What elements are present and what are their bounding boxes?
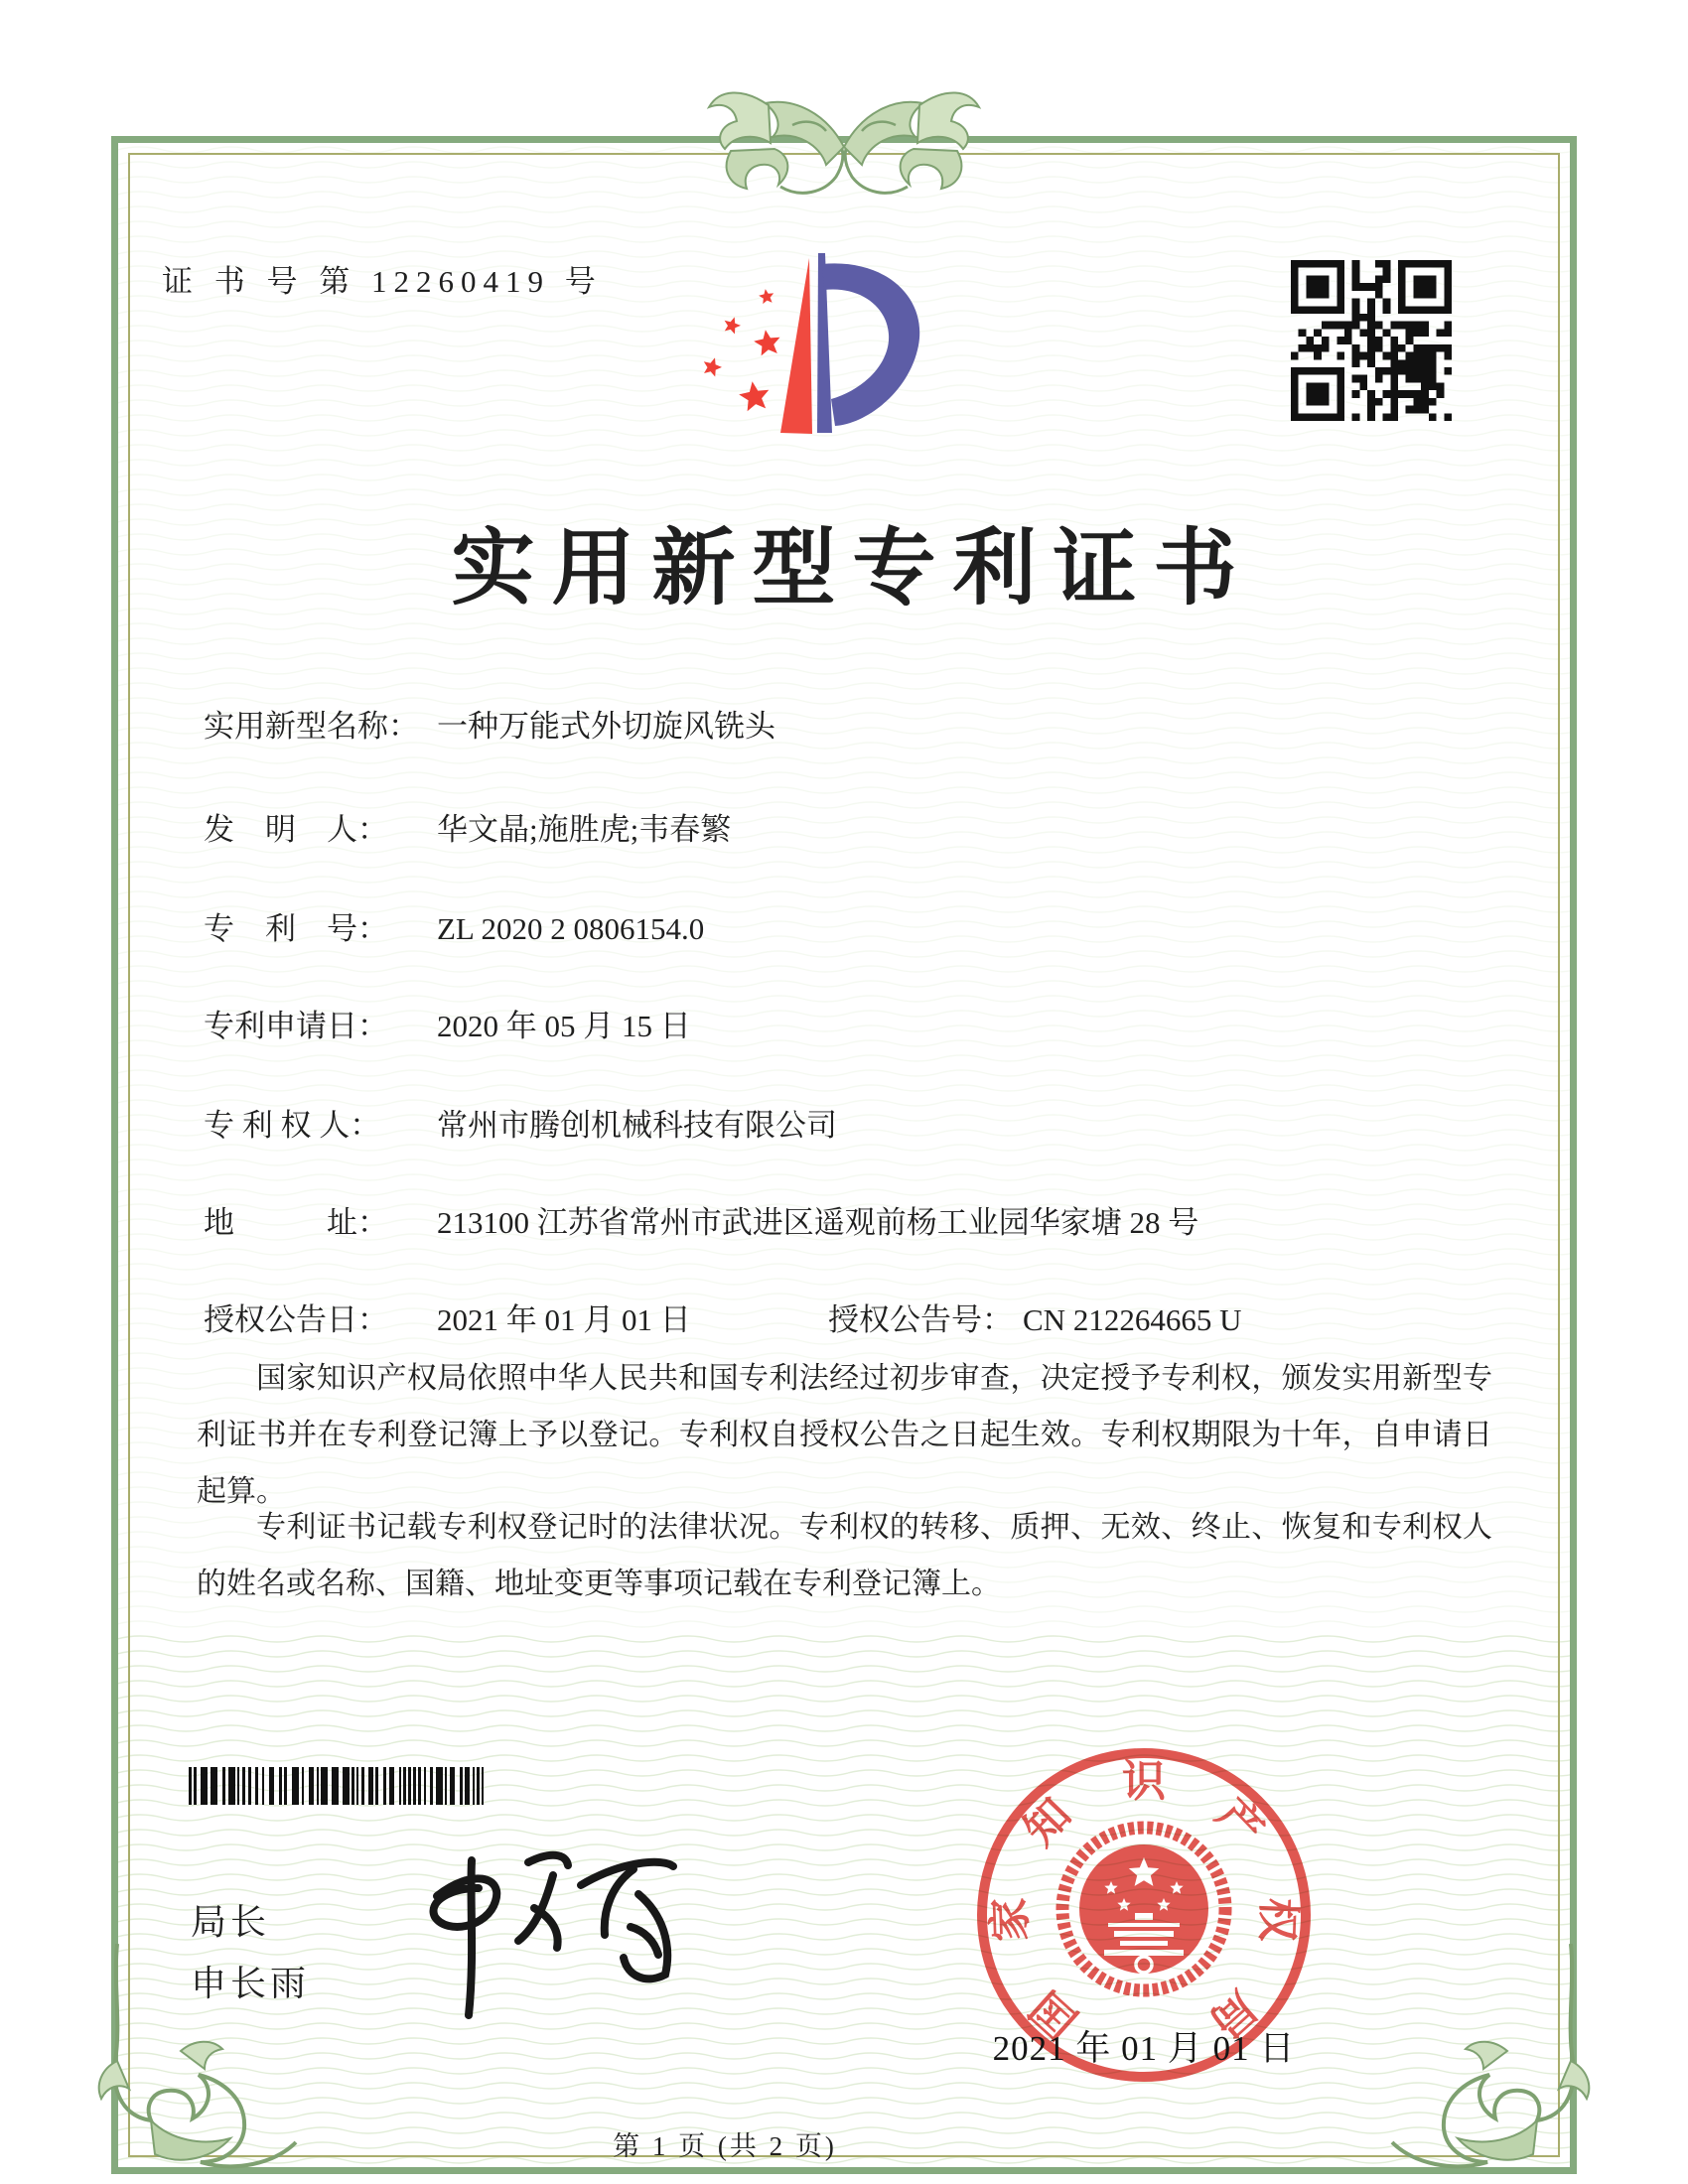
- svg-text:权: 权: [1252, 1896, 1303, 1943]
- certificate-number: 证 书 号 第 12260419 号: [162, 264, 603, 299]
- field-value: 2021 年 01 月 01 日: [437, 1302, 691, 1337]
- field-value: 常州市腾创机械科技有限公司: [437, 1108, 837, 1143]
- svg-text:国: 国: [1022, 1981, 1087, 2047]
- svg-text:产: 产: [1206, 1789, 1273, 1855]
- svg-text:家: 家: [985, 1896, 1036, 1943]
- field-value: ZL 2020 2 0806154.0: [437, 911, 705, 946]
- field-row-filing-date: [204, 1001, 1514, 1045]
- legal-paragraph-2: 专利证书记载专利权登记时的法律状况。专利权的转移、质押、无效、终止、恢复和专利权人的姓名或名称、国籍、地址变更等事项记载在专利登记簿上。: [197, 1511, 1492, 1600]
- svg-text:知: 知: [1015, 1789, 1081, 1855]
- field-label: 发 明 人：: [204, 812, 388, 847]
- legal-paragraph-1: 国家知识产权局依照中华人民共和国专利法经过初步审查，决定授予专利权，颁发实用新型专利证书并在专利登记簿上予以登记。专利权自授权公告之日起生效。专利权期限为十年，自申请日起算。: [197, 1362, 1492, 1508]
- seal-date: 2021 年 01 月 01 日: [992, 2029, 1296, 2068]
- field-label: 授权公告号：: [828, 1302, 1013, 1337]
- field-value: 一种万能式外切旋风铣头: [437, 709, 775, 744]
- field-value: 213100 江苏省常州市武进区遥观前杨工业园华家塘 28 号: [437, 1205, 1199, 1240]
- field-label: 实用新型名称：: [204, 709, 419, 744]
- field-row-address: [204, 1197, 1514, 1242]
- field-row-inventors: [204, 804, 1514, 849]
- field-label: 地 址：: [204, 1205, 388, 1240]
- field-label: 专 利 权 人：: [204, 1108, 381, 1143]
- director-name: 申长雨: [191, 1963, 311, 2003]
- field-value: CN 212264665 U: [1023, 1302, 1242, 1337]
- field-label: 专 利 号：: [204, 911, 388, 946]
- national-emblem: [1062, 1828, 1225, 1990]
- page-number: 第 1 页 (共 2 页): [613, 2131, 837, 2161]
- certificate-title: 实用新型专利证书: [451, 523, 1254, 615]
- director-signature-image: [377, 1839, 685, 2037]
- cnipa-logo: [655, 216, 953, 455]
- field-label: 专利申请日：: [204, 1009, 388, 1043]
- director-title: 局长: [191, 1901, 271, 1942]
- field-value: 2020 年 05 月 15 日: [437, 1009, 691, 1043]
- field-row-grant-date: [204, 1295, 1514, 1339]
- qr-code: [1291, 260, 1452, 421]
- field-grant-publication-no: [828, 1295, 1241, 1339]
- field-row-name: [204, 701, 1514, 746]
- field-label: 授权公告日：: [204, 1302, 388, 1337]
- field-row-patent-no: [204, 903, 1514, 948]
- barcode: [189, 1767, 492, 1805]
- field-row-patentee: [204, 1100, 1514, 1145]
- svg-text:识: 识: [1122, 1757, 1166, 1806]
- field-value: 华文晶;施胜虎;韦春繁: [437, 812, 732, 847]
- svg-text:局: 局: [1200, 1981, 1266, 2047]
